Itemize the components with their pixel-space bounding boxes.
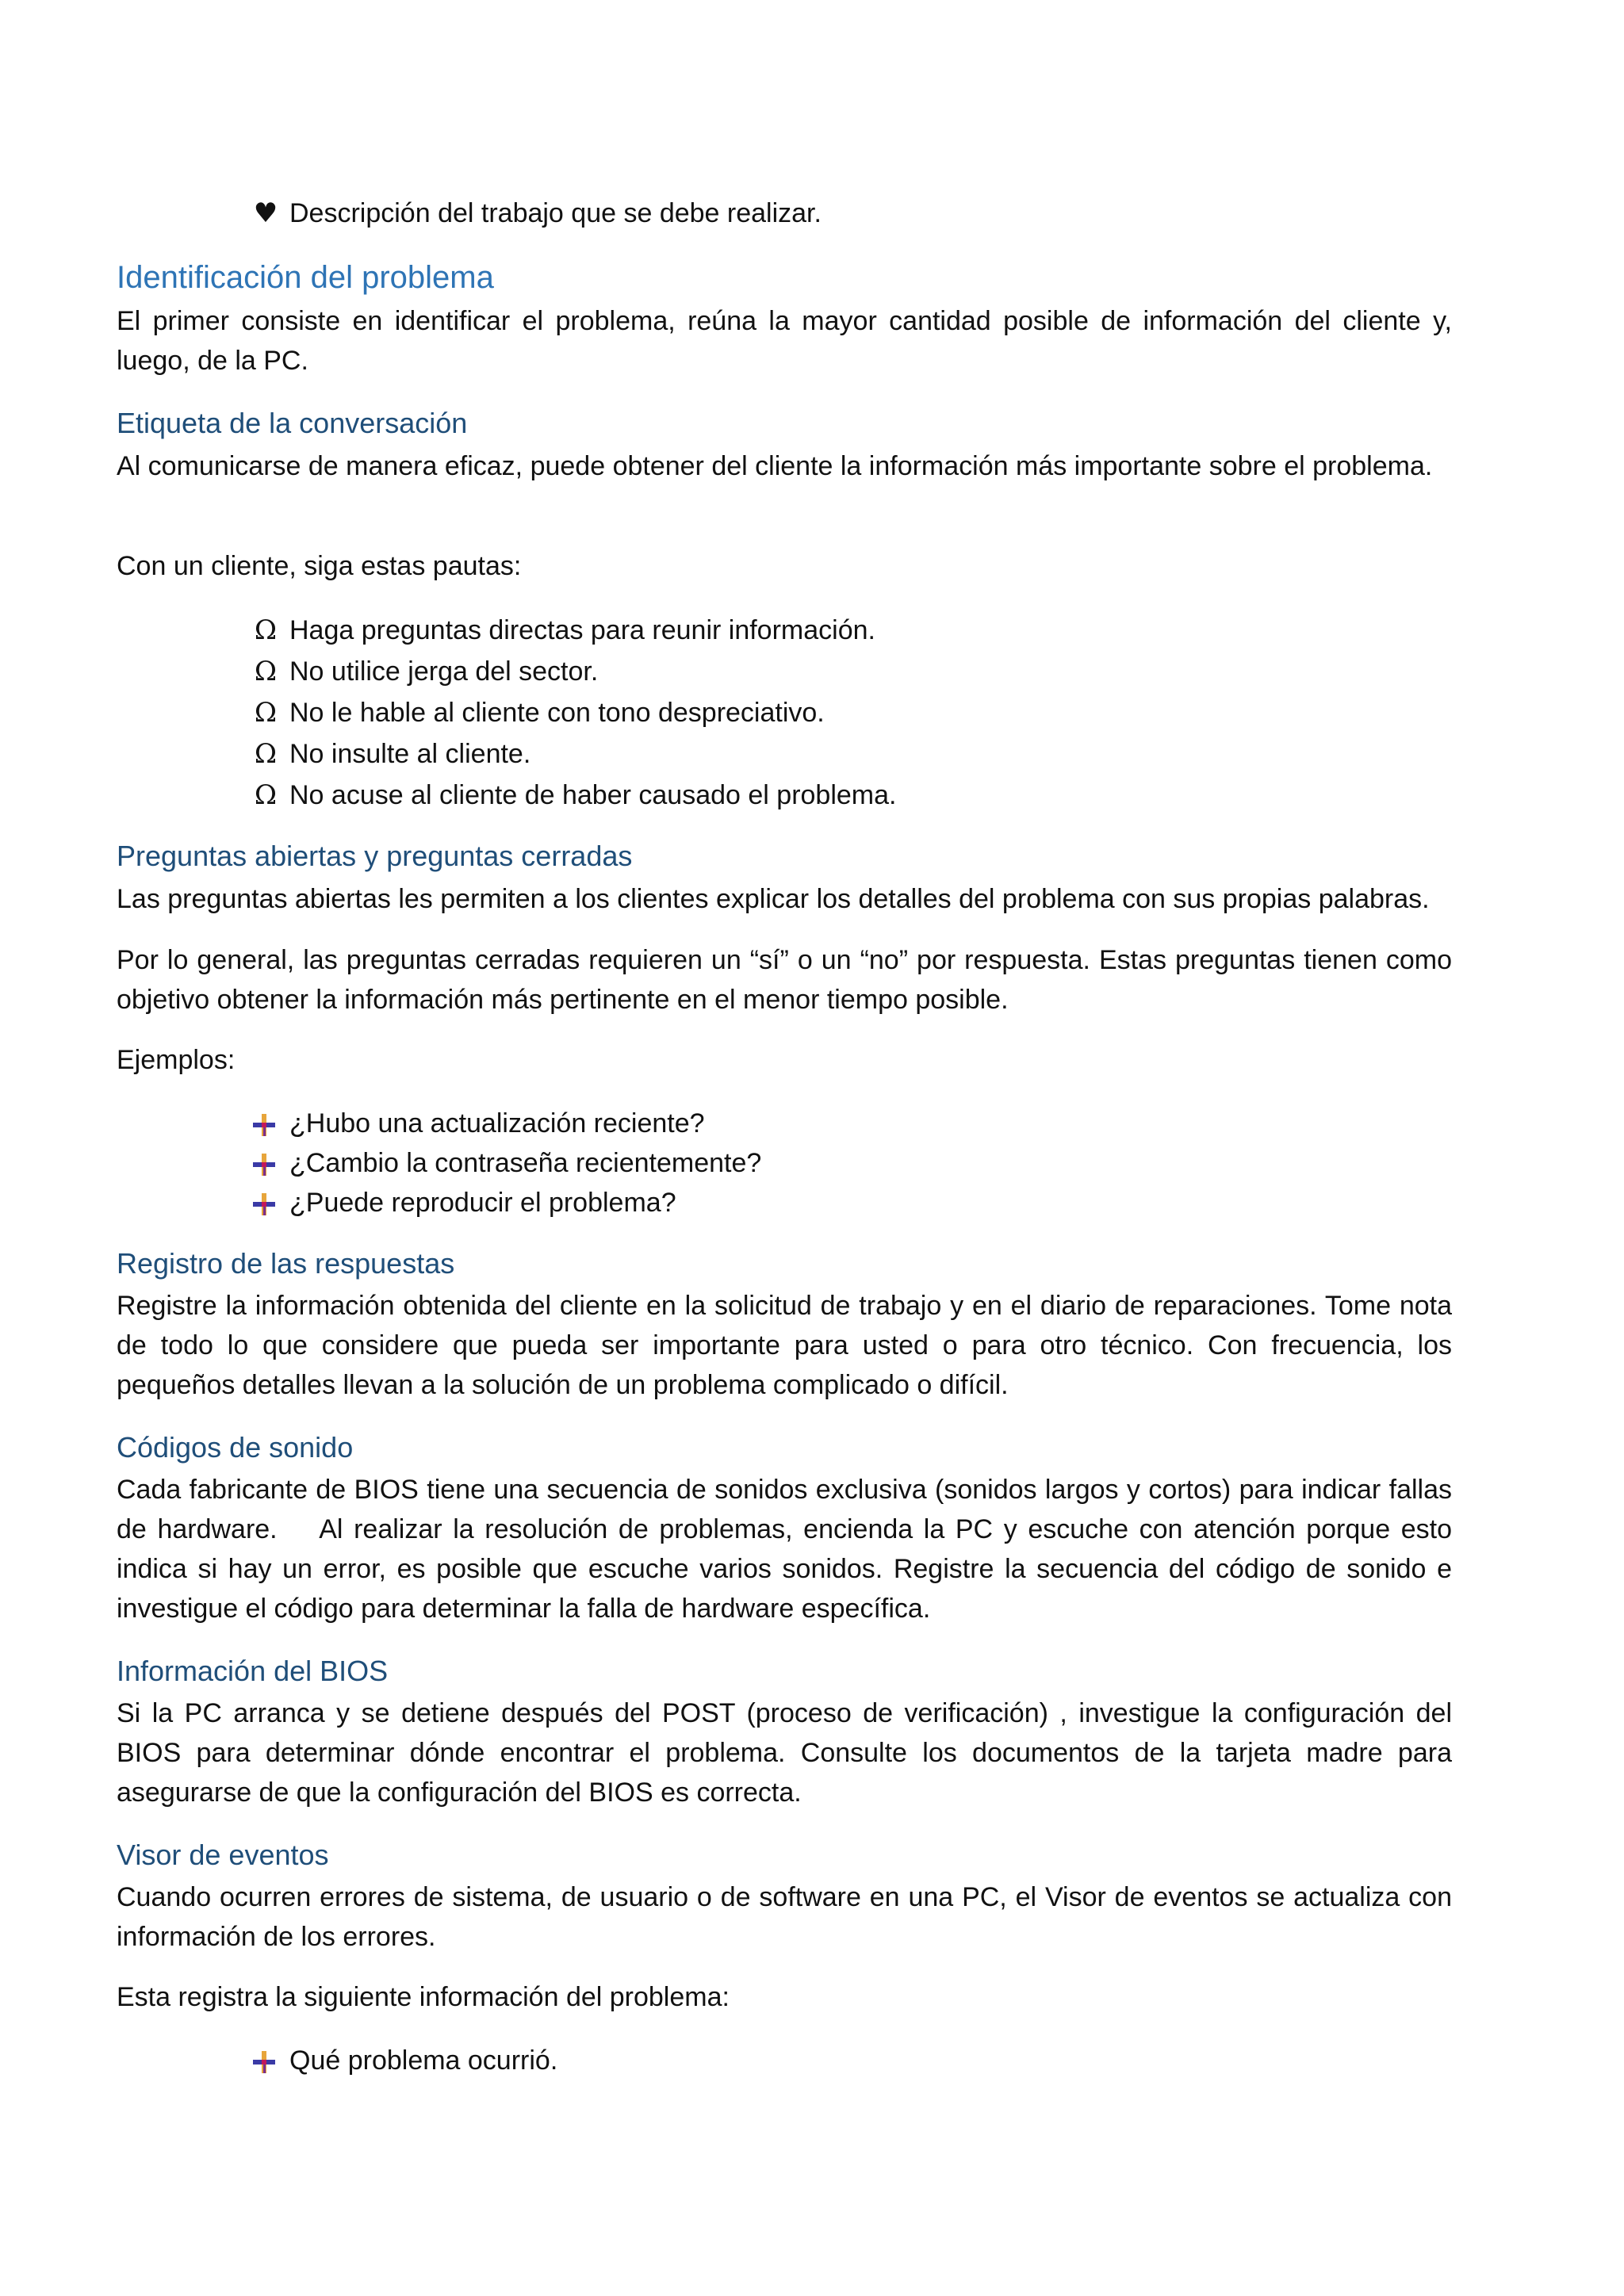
plus-bullet-icon (252, 1192, 276, 1216)
heading-visor: Visor de eventos (117, 1839, 329, 1871)
omega-icon: Ω (254, 656, 278, 687)
heading-bios: Información del BIOS (117, 1655, 389, 1687)
list-item: ¿Hubo una actualización reciente? (289, 1104, 705, 1143)
omega-icon: Ω (254, 738, 278, 770)
plus-bullet-icon (252, 1153, 276, 1177)
paragraph: Por lo general, las preguntas cerradas requieren un “sí” o un “no” por respuesta. Estas preguntas tienen como objetivo obtener la información más pertinente en el menor tiempo posible. (117, 945, 1452, 1015)
heart-icon: ♥ (253, 197, 278, 229)
paragraph: Las preguntas abiertas les permiten a los clientes explicar los detalles del problema con sus propias palabras. (117, 884, 1430, 914)
heading-preguntas: Preguntas abiertas y preguntas cerradas (117, 840, 633, 872)
paragraph: Si la PC arranca y se detiene después del POST (proceso de verificación) , investigue la configuración del BIOS para determinar dónde encontrar el problema. Consulte los documentos de la tarjeta madre para asegurarse de que la configuración del BIOS es correcta. (117, 1698, 1452, 1808)
paragraph: Esta registra la siguiente información del problema: (117, 1982, 730, 2012)
heading-etiqueta: Etiqueta de la conversación (117, 407, 468, 439)
omega-icon: Ω (254, 697, 278, 729)
heading-registro: Registro de las respuestas (117, 1247, 455, 1280)
heading-codigos: Códigos de sonido (117, 1431, 354, 1464)
list-item: Ω Haga preguntas directas para reunir información. (289, 610, 875, 650)
plus-bullet-icon (252, 2050, 276, 2074)
paragraph: Cada fabricante de BIOS tiene una secuencia de sonidos exclusiva (sonidos largos y cortos) para indicar fallas de hardware. Al realizar la resolución de problemas, encienda la PC y escuche con atención porque esto indica si hay un error, es posible que escuche varios sonidos. Registre la secuencia del código de sonido e investigue el código para determinar la falla de hardware específica. (117, 1475, 1460, 1624)
paragraph: Ejemplos: (117, 1045, 236, 1075)
paragraph: Cuando ocurren errores de sistema, de usuario o de software en una PC, el Visor de eventos se actualiza con información de los errores. (117, 1882, 1452, 1952)
paragraph: Al comunicarse de manera eficaz, puede obtener del cliente la información más importante sobre el problema. (117, 451, 1433, 481)
list-item: Ω No utilice jerga del sector. (289, 652, 598, 691)
list-item: ♥ Descripción del trabajo que se debe realizar. (289, 193, 822, 233)
list-item: Ω No le hable al cliente con tono despreciativo. (289, 693, 825, 733)
omega-icon: Ω (254, 779, 278, 811)
list-item: ¿Puede reproducir el problema? (289, 1183, 676, 1223)
plus-bullet-icon (252, 1113, 276, 1137)
paragraph: Con un cliente, siga estas pautas: (117, 551, 522, 581)
paragraph: El primer consiste en identificar el problema, reúna la mayor cantidad posible de información del cliente y, luego, de la PC. (117, 306, 1452, 376)
list-item: Qué problema ocurrió. (289, 2041, 557, 2080)
paragraph: Registre la información obtenida del cliente en la solicitud de trabajo y en el diario de reparaciones. Tome nota de todo lo que considere que pueda ser importante para usted o para otro técnico. Con frecuencia, los pequeños detalles llevan a la solución de un problema complicado o difícil. (117, 1291, 1452, 1400)
heading-identificacion: Identificación del problema (117, 260, 494, 295)
list-item: Ω No acuse al cliente de haber causado el problema. (289, 775, 896, 815)
omega-icon: Ω (254, 614, 278, 646)
list-item: ¿Cambio la contraseña recientemente? (289, 1143, 761, 1183)
list-item: Ω No insulte al cliente. (289, 734, 530, 774)
